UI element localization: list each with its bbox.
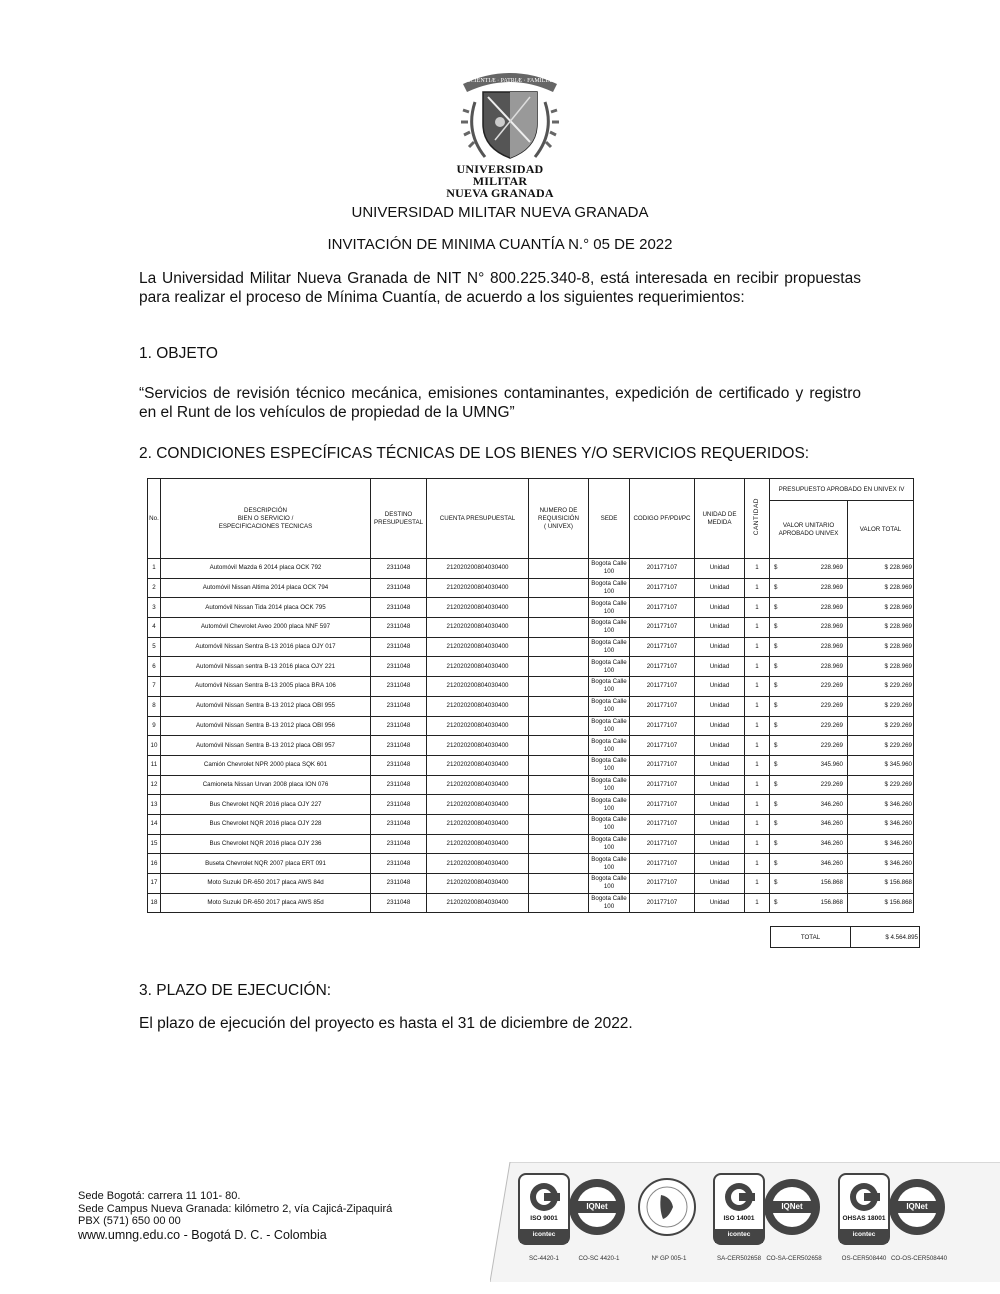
- cell-codigo: 201177107: [630, 559, 695, 579]
- cell-cuenta: 212020200804030400: [427, 657, 529, 677]
- cell-destino: 2311048: [371, 578, 427, 598]
- table-row: [148, 795, 914, 815]
- cell-requisicion: [529, 755, 589, 775]
- cell-codigo: 201177107: [630, 736, 695, 756]
- table-row: [148, 775, 914, 795]
- cell-cuenta: 212020200804030400: [427, 854, 529, 874]
- cell-no: 10: [148, 736, 161, 756]
- table-row: [148, 716, 914, 736]
- total-value: $ 4.564.895: [851, 927, 920, 948]
- header-valor-total: VALOR TOTAL: [848, 501, 914, 559]
- cell-descripcion: Automóvil Nissan Altima 2014 placa OCK 794: [161, 578, 371, 598]
- cell-no: 4: [148, 618, 161, 638]
- cell-unidad: Unidad: [695, 716, 745, 736]
- cell-requisicion: [529, 677, 589, 697]
- footer-line-3: PBX (571) 650 00 00: [78, 1215, 181, 1227]
- icontec-seal-icon: OHSAS 18001 icontec: [838, 1173, 890, 1245]
- cell-sede: Bogota Calle 100: [589, 736, 630, 756]
- cell-unidad: Unidad: [695, 854, 745, 874]
- cell-descripcion: Camioneta Nissan Urvan 2008 placa ION 076: [161, 775, 371, 795]
- cell-unidad: Unidad: [695, 559, 745, 579]
- certification-badge: [713, 1173, 765, 1262]
- certification-code: SA-CER502658: [716, 1255, 762, 1262]
- cell-descripcion: Bus Chevrolet NQR 2016 placa OJY 228: [161, 814, 371, 834]
- cell-valor-unitario: $ 229.269: [770, 736, 848, 756]
- cell-valor-unitario: $ 346.260: [770, 795, 848, 815]
- cell-unidad: Unidad: [695, 736, 745, 756]
- cell-descripcion: Bus Chevrolet NQR 2016 placa OJY 236: [161, 834, 371, 854]
- header-presupuesto: PRESUPUESTO APROBADO EN UNIVEX IV: [770, 479, 914, 501]
- cell-cantidad: 1: [745, 618, 770, 638]
- section-3-text: El plazo de ejecución del proyecto es hasta el 31 de diciembre de 2022.: [139, 1015, 633, 1032]
- cell-unidad: Unidad: [695, 755, 745, 775]
- table-row: [148, 598, 914, 618]
- cell-valor-unitario: $ 346.260: [770, 834, 848, 854]
- cell-destino: 2311048: [371, 775, 427, 795]
- cell-cuenta: 212020200804030400: [427, 677, 529, 697]
- cell-cuenta: 212020200804030400: [427, 814, 529, 834]
- cell-requisicion: [529, 874, 589, 894]
- cell-codigo: 201177107: [630, 834, 695, 854]
- cell-unidad: Unidad: [695, 578, 745, 598]
- certification-badge: [643, 1173, 695, 1262]
- cell-destino: 2311048: [371, 814, 427, 834]
- cell-valor-unitario: $ 228.969: [770, 559, 848, 579]
- cell-requisicion: [529, 854, 589, 874]
- table-row: [148, 696, 914, 716]
- cell-unidad: Unidad: [695, 874, 745, 894]
- cell-unidad: Unidad: [695, 598, 745, 618]
- cell-sede: Bogota Calle 100: [589, 893, 630, 913]
- university-crest-icon: [455, 62, 565, 167]
- cell-no: 8: [148, 696, 161, 716]
- cell-no: 6: [148, 657, 161, 677]
- certification-badge: [518, 1173, 570, 1262]
- cell-codigo: 201177107: [630, 578, 695, 598]
- footer-line-1: Sede Bogotá: carrera 11 101- 80.: [78, 1190, 241, 1202]
- cell-sede: Bogota Calle 100: [589, 795, 630, 815]
- cell-valor-unitario: $ 346.260: [770, 814, 848, 834]
- cell-descripcion: Automóvil Nissan Tida 2014 placa OCK 795: [161, 598, 371, 618]
- header-destino: DESTINO PRESUPUESTAL: [371, 479, 427, 559]
- cell-sede: Bogota Calle 100: [589, 716, 630, 736]
- certification-code: CO-OS-CER508440: [890, 1255, 948, 1262]
- cell-cantidad: 1: [745, 854, 770, 874]
- cell-no: 3: [148, 598, 161, 618]
- cell-destino: 2311048: [371, 598, 427, 618]
- cell-valor-total: $ 228.969: [848, 657, 914, 677]
- cell-valor-unitario: $ 228.969: [770, 578, 848, 598]
- cell-no: 11: [148, 755, 161, 775]
- cell-cuenta: 212020200804030400: [427, 637, 529, 657]
- cell-cantidad: 1: [745, 657, 770, 677]
- cell-sede: Bogota Calle 100: [589, 657, 630, 677]
- cell-cuenta: 212020200804030400: [427, 755, 529, 775]
- certification-code: CO-SA-CER502658: [766, 1255, 822, 1262]
- cell-valor-unitario: $ 229.269: [770, 677, 848, 697]
- cell-valor-unitario: $ 229.269: [770, 696, 848, 716]
- table-row: [148, 736, 914, 756]
- cell-valor-unitario: $ 229.269: [770, 775, 848, 795]
- table-row: [148, 637, 914, 657]
- document-subtitle: INVITACIÓN DE MINIMA CUANTÍA N.° 05 DE 2022: [327, 236, 673, 253]
- table-row: [148, 578, 914, 598]
- footer-address: [78, 1190, 392, 1243]
- cell-requisicion: [529, 716, 589, 736]
- cell-requisicion: [529, 657, 589, 677]
- cell-valor-unitario: $ 346.260: [770, 854, 848, 874]
- cell-valor-total: $ 229.269: [848, 736, 914, 756]
- cell-destino: 2311048: [371, 716, 427, 736]
- cell-no: 14: [148, 814, 161, 834]
- cell-valor-total: $ 156.868: [848, 893, 914, 913]
- cell-valor-total: $ 228.969: [848, 598, 914, 618]
- cell-unidad: Unidad: [695, 677, 745, 697]
- document-title: UNIVERSIDAD MILITAR NUEVA GRANADA: [351, 204, 649, 221]
- cell-codigo: 201177107: [630, 618, 695, 638]
- cell-requisicion: [529, 696, 589, 716]
- cell-requisicion: [529, 814, 589, 834]
- cell-codigo: 201177107: [630, 598, 695, 618]
- cell-unidad: Unidad: [695, 618, 745, 638]
- cell-cuenta: 212020200804030400: [427, 795, 529, 815]
- certification-badge: IQNet CO-OS-CER508440: [893, 1173, 945, 1253]
- cell-valor-unitario: $ 228.969: [770, 618, 848, 638]
- cell-destino: 2311048: [371, 696, 427, 716]
- cell-unidad: Unidad: [695, 795, 745, 815]
- cell-no: 18: [148, 893, 161, 913]
- cell-cantidad: 1: [745, 559, 770, 579]
- table-row: [148, 854, 914, 874]
- cell-valor-total: $ 346.260: [848, 814, 914, 834]
- cell-codigo: 201177107: [630, 657, 695, 677]
- cell-sede: Bogota Calle 100: [589, 637, 630, 657]
- icontec-seal-icon: ISO 14001 icontec: [713, 1173, 765, 1245]
- section-1-title: 1. OBJETO: [139, 345, 218, 362]
- cell-unidad: Unidad: [695, 834, 745, 854]
- cell-codigo: 201177107: [630, 854, 695, 874]
- cell-destino: 2311048: [371, 677, 427, 697]
- cell-sede: Bogota Calle 100: [589, 677, 630, 697]
- header-sede: SEDE: [589, 479, 630, 559]
- table-row: [148, 657, 914, 677]
- cell-valor-total: $ 228.969: [848, 618, 914, 638]
- cell-destino: 2311048: [371, 618, 427, 638]
- certification-code: CO-SC 4420-1: [578, 1255, 620, 1262]
- header-requisicion: NUMERO DE REQUISICIÓN ( UNIVEX): [529, 479, 589, 559]
- cell-cantidad: 1: [745, 736, 770, 756]
- cell-cuenta: 212020200804030400: [427, 736, 529, 756]
- cell-no: 5: [148, 637, 161, 657]
- cell-cantidad: 1: [745, 795, 770, 815]
- cell-codigo: 201177107: [630, 716, 695, 736]
- cell-cuenta: 212020200804030400: [427, 834, 529, 854]
- cell-cantidad: 1: [745, 716, 770, 736]
- cell-descripcion: Camión Chevrolet NPR 2000 placa SQK 601: [161, 755, 371, 775]
- cell-destino: 2311048: [371, 736, 427, 756]
- total-label: TOTAL: [771, 927, 851, 948]
- section-3-title: 3. PLAZO DE EJECUCIÓN:: [139, 982, 332, 999]
- cell-descripcion: Buseta Chevrolet NQR 2007 placa ERT 091: [161, 854, 371, 874]
- table-row: [148, 814, 914, 834]
- cell-cuenta: 212020200804030400: [427, 716, 529, 736]
- cell-sede: Bogota Calle 100: [589, 559, 630, 579]
- cell-cuenta: 212020200804030400: [427, 874, 529, 894]
- cell-valor-total: $ 228.969: [848, 637, 914, 657]
- cell-cantidad: 1: [745, 755, 770, 775]
- cell-valor-total: $ 345.960: [848, 755, 914, 775]
- cell-no: 17: [148, 874, 161, 894]
- cell-cuenta: 212020200804030400: [427, 696, 529, 716]
- cell-requisicion: [529, 893, 589, 913]
- certification-code: SC-4420-1: [529, 1255, 559, 1262]
- cell-requisicion: [529, 559, 589, 579]
- cell-cuenta: 212020200804030400: [427, 893, 529, 913]
- cell-no: 15: [148, 834, 161, 854]
- cell-valor-total: $ 346.260: [848, 854, 914, 874]
- cell-cantidad: 1: [745, 814, 770, 834]
- cell-cantidad: 1: [745, 874, 770, 894]
- header-unidad: UNIDAD DE MEDIDA: [695, 479, 745, 559]
- footer-website: www.umng.edu.co - Bogotá D. C. - Colombia: [78, 1227, 327, 1242]
- cell-cantidad: 1: [745, 637, 770, 657]
- cell-no: 7: [148, 677, 161, 697]
- cell-descripcion: Moto Suzuki DR-650 2017 placa AWS 84d: [161, 874, 371, 894]
- certification-badge: [838, 1173, 890, 1262]
- cell-codigo: 201177107: [630, 874, 695, 894]
- cell-valor-total: $ 346.260: [848, 834, 914, 854]
- intro-paragraph: La Universidad Militar Nueva Granada de NIT N° 800.225.340-8, está interesada en recibir propuestas para realizar el proceso de Mínima Cuantía, de acuerdo a los siguientes requerimientos:: [139, 270, 861, 306]
- cell-codigo: 201177107: [630, 893, 695, 913]
- cell-cantidad: 1: [745, 775, 770, 795]
- cell-no: 13: [148, 795, 161, 815]
- cell-no: 9: [148, 716, 161, 736]
- table-row: [148, 559, 914, 579]
- cell-no: 2: [148, 578, 161, 598]
- cell-valor-total: $ 229.269: [848, 716, 914, 736]
- cell-sede: Bogota Calle 100: [589, 618, 630, 638]
- cell-unidad: Unidad: [695, 637, 745, 657]
- cell-destino: 2311048: [371, 559, 427, 579]
- cell-cuenta: 212020200804030400: [427, 578, 529, 598]
- cell-codigo: 201177107: [630, 795, 695, 815]
- icontec-seal-icon: ISO 9001 icontec: [518, 1173, 570, 1245]
- cell-codigo: 201177107: [630, 637, 695, 657]
- total-table: [770, 926, 920, 948]
- cell-sede: Bogota Calle 100: [589, 854, 630, 874]
- cell-valor-unitario: $ 229.269: [770, 716, 848, 736]
- table-row: [148, 834, 914, 854]
- cell-codigo: 201177107: [630, 814, 695, 834]
- cell-cantidad: 1: [745, 834, 770, 854]
- cell-unidad: Unidad: [695, 814, 745, 834]
- cell-sede: Bogota Calle 100: [589, 814, 630, 834]
- cell-unidad: Unidad: [695, 893, 745, 913]
- cell-cantidad: 1: [745, 893, 770, 913]
- cell-descripcion: Automóvil Nissan Sentra B-13 2005 placa BRA 106: [161, 677, 371, 697]
- cell-requisicion: [529, 578, 589, 598]
- cell-valor-unitario: $ 228.969: [770, 637, 848, 657]
- cell-destino: 2311048: [371, 795, 427, 815]
- table-row: [148, 677, 914, 697]
- table-body: [148, 559, 914, 913]
- cell-unidad: Unidad: [695, 775, 745, 795]
- cell-codigo: 201177107: [630, 696, 695, 716]
- table-row: [148, 893, 914, 913]
- header-cantidad: CANTIDAD: [745, 479, 770, 559]
- certification-badge: IQNet CO-SC 4420-1: [573, 1173, 625, 1253]
- cell-sede: Bogota Calle 100: [589, 874, 630, 894]
- footer-line-2: Sede Campus Nueva Granada: kilómetro 2, vía Cajicá-Zipaquirá: [78, 1202, 393, 1215]
- table-row: [148, 874, 914, 894]
- cell-valor-total: $ 228.969: [848, 559, 914, 579]
- cell-no: 12: [148, 775, 161, 795]
- cell-valor-total: $ 229.269: [848, 677, 914, 697]
- cell-sede: Bogota Calle 100: [589, 598, 630, 618]
- cell-unidad: Unidad: [695, 657, 745, 677]
- cell-requisicion: [529, 834, 589, 854]
- cell-cantidad: 1: [745, 598, 770, 618]
- cell-no: 1: [148, 559, 161, 579]
- cell-descripcion: Automóvil Nissan Sentra B-13 2012 placa OBI 956: [161, 716, 371, 736]
- cell-cantidad: 1: [745, 696, 770, 716]
- cell-valor-unitario: $ 228.969: [770, 657, 848, 677]
- cell-descripcion: Automóvil Nissan Sentra B-13 2012 placa OBI 955: [161, 696, 371, 716]
- cell-unidad: Unidad: [695, 696, 745, 716]
- cell-destino: 2311048: [371, 874, 427, 894]
- certification-badge: IQNet CO-SA-CER502658: [768, 1173, 820, 1253]
- cell-cuenta: 212020200804030400: [427, 618, 529, 638]
- cell-valor-total: $ 229.269: [848, 696, 914, 716]
- cell-sede: Bogota Calle 100: [589, 578, 630, 598]
- cell-valor-unitario: $ 345.960: [770, 755, 848, 775]
- table-row: [148, 618, 914, 638]
- cell-destino: 2311048: [371, 893, 427, 913]
- cell-destino: 2311048: [371, 854, 427, 874]
- section-2-title: 2. CONDICIONES ESPECÍFICAS TÉCNICAS DE LOS BIENES Y/O SERVICIOS REQUERIDOS:: [139, 445, 810, 462]
- cell-descripcion: Automóvil Nissan Sentra B-13 2012 placa OBI 957: [161, 736, 371, 756]
- requirements-table: [147, 478, 914, 913]
- header-valor-unitario: VALOR UNITARIO APROBADO UNIVEX: [770, 501, 848, 559]
- header-cuenta: CUENTA PRESUPUESTAL: [427, 479, 529, 559]
- cell-codigo: 201177107: [630, 755, 695, 775]
- certification-code: OS-CER508440: [841, 1255, 887, 1262]
- cell-valor-total: $ 228.969: [848, 578, 914, 598]
- cell-cantidad: 1: [745, 578, 770, 598]
- table-row: [148, 755, 914, 775]
- cell-destino: 2311048: [371, 834, 427, 854]
- cell-requisicion: [529, 637, 589, 657]
- cell-destino: 2311048: [371, 657, 427, 677]
- cell-valor-total: $ 156.868: [848, 874, 914, 894]
- header-no: No.: [148, 479, 161, 559]
- cell-valor-total: $ 229.269: [848, 775, 914, 795]
- header-codigo: CODIGO PF/PDI/PC: [630, 479, 695, 559]
- cell-cantidad: 1: [745, 677, 770, 697]
- cell-codigo: 201177107: [630, 677, 695, 697]
- logo-wordmark: UNIVERSIDAD MILITAR NUEVA GRANADA: [446, 162, 554, 200]
- cell-descripcion: Automóvil Nissan Sentra B-13 2016 placa OJY 017: [161, 637, 371, 657]
- cell-descripcion: Moto Suzuki DR-650 2017 placa AWS 85d: [161, 893, 371, 913]
- cell-requisicion: [529, 618, 589, 638]
- cell-destino: 2311048: [371, 755, 427, 775]
- cell-descripcion: Automóvil Mazda 6 2014 placa OCK 792: [161, 559, 371, 579]
- cell-cuenta: 212020200804030400: [427, 598, 529, 618]
- cell-requisicion: [529, 775, 589, 795]
- gp-seal-icon: [637, 1177, 697, 1237]
- cell-cuenta: 212020200804030400: [427, 559, 529, 579]
- cell-requisicion: [529, 598, 589, 618]
- cell-valor-total: $ 346.260: [848, 795, 914, 815]
- cell-descripcion: Automóvil Nissan sentra B-13 2016 placa OJY 221: [161, 657, 371, 677]
- cell-sede: Bogota Calle 100: [589, 696, 630, 716]
- cell-sede: Bogota Calle 100: [589, 755, 630, 775]
- cell-valor-unitario: $ 228.969: [770, 598, 848, 618]
- cell-requisicion: [529, 795, 589, 815]
- cell-requisicion: [529, 736, 589, 756]
- header-descripcion: DESCRIPCIÓN BIEN O SERVICIO / ESPECIFICACIONES TECNICAS: [161, 479, 371, 559]
- cell-cuenta: 212020200804030400: [427, 775, 529, 795]
- cell-valor-unitario: $ 156.868: [770, 874, 848, 894]
- cell-codigo: 201177107: [630, 775, 695, 795]
- certification-code: Nº GP 005-1: [651, 1255, 687, 1262]
- cell-sede: Bogota Calle 100: [589, 834, 630, 854]
- cell-destino: 2311048: [371, 637, 427, 657]
- section-1-text: “Servicios de revisión técnico mecánica, emisiones contaminantes, expedición de certificado y registro en el Runt de los vehículos de propiedad de la UMNG”: [139, 385, 861, 421]
- svg-text:SCIENTIÆ · PATRIÆ · FAMILIÆ: SCIENTIÆ · PATRIÆ · FAMILIÆ: [467, 78, 553, 84]
- cell-descripcion: Bus Chevrolet NQR 2016 placa OJY 227: [161, 795, 371, 815]
- cell-valor-unitario: $ 156.868: [770, 893, 848, 913]
- cell-descripcion: Automóvil Chevrolet Aveo 2000 placa NNF 597: [161, 618, 371, 638]
- cell-no: 16: [148, 854, 161, 874]
- cell-sede: Bogota Calle 100: [589, 775, 630, 795]
